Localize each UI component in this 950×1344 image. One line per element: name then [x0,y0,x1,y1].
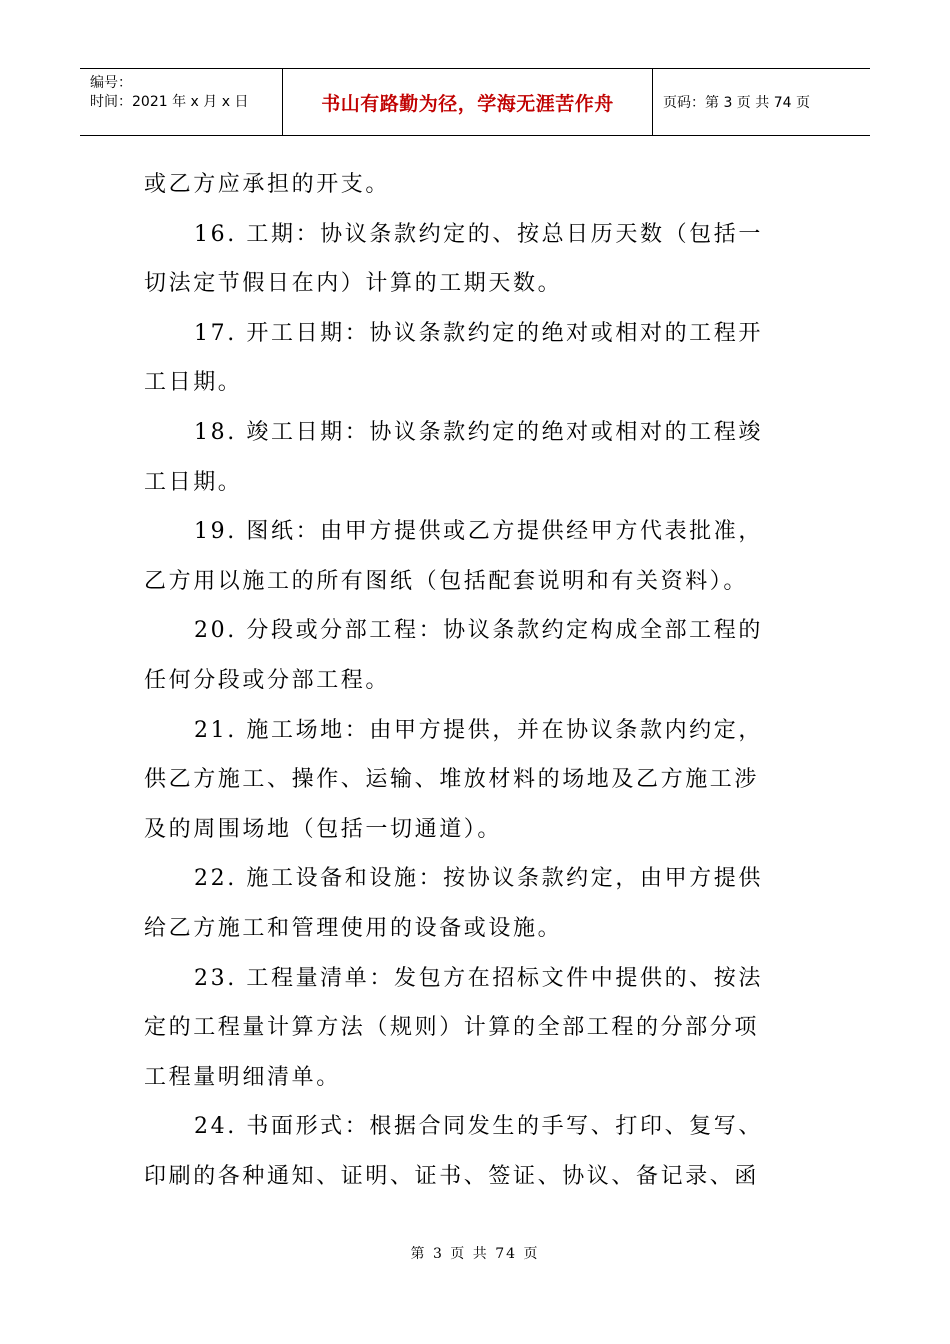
body-line: 19. 图纸：由甲方提供或乙方提供经甲方代表批准， [194,519,763,545]
body-line: 23. 工程量清单：发包方在招标文件中提供的、按法 [194,965,763,991]
body-line: 24. 书面形式：根据合同发生的手写、打印、复写、 [194,1114,763,1140]
body-line: 给乙方施工和管理使用的设备或设施。 [144,915,563,941]
body-line: 任何分段或分部工程。 [144,667,391,693]
body-line: 18. 竣工日期：协议条款约定的绝对或相对的工程竣 [194,419,763,445]
body-line: 乙方用以施工的所有图纸（包括配套说明和有关资料）。 [144,568,749,594]
document-number-label: 编号： [90,75,132,91]
body-line: 21. 施工场地：由甲方提供，并在协议条款内约定， [194,717,763,743]
body-line: 17. 开工日期：协议条款约定的绝对或相对的工程开 [194,320,763,346]
body-line: 印刷的各种通知、证明、证书、签证、协议、备记录、函 [144,1163,760,1189]
page-footer: 第 3 页 共 74 页 [410,1246,540,1262]
document-date-label: 时间：2021 年 x 月 x 日 [90,94,249,110]
body-line: 工日期。 [144,370,243,396]
document-body [144,160,786,1201]
body-line: 22. 施工设备和设施：按协议条款约定，由甲方提供 [194,866,763,892]
body-line: 20. 分段或分部工程：协议条款约定构成全部工程的 [194,618,763,644]
body-line: 供乙方施工、操作、运输、堆放材料的场地及乙方施工涉 [144,767,760,793]
body-line: 切法定节假日在内）计算的工期天数。 [144,271,563,297]
body-line: 或乙方应承担的开支。 [144,172,391,197]
header-motto: 书山有路勤为径，学海无涯苦作舟 [283,69,653,135]
page-header [80,68,870,136]
body-line: 工日期。 [144,469,243,495]
body-line: 定的工程量计算方法（规则）计算的全部工程的分部分项 [144,1015,760,1041]
header-meta [80,69,283,135]
body-line: 工程量明细清单。 [144,1064,341,1090]
header-page-info: 页码：第 3 页 共 74 页 [663,95,810,111]
body-line: 16. 工期：协议条款约定的、按总日历天数（包括一 [194,221,763,247]
body-line: 及的周围场地（包括一切通道）。 [144,816,503,842]
